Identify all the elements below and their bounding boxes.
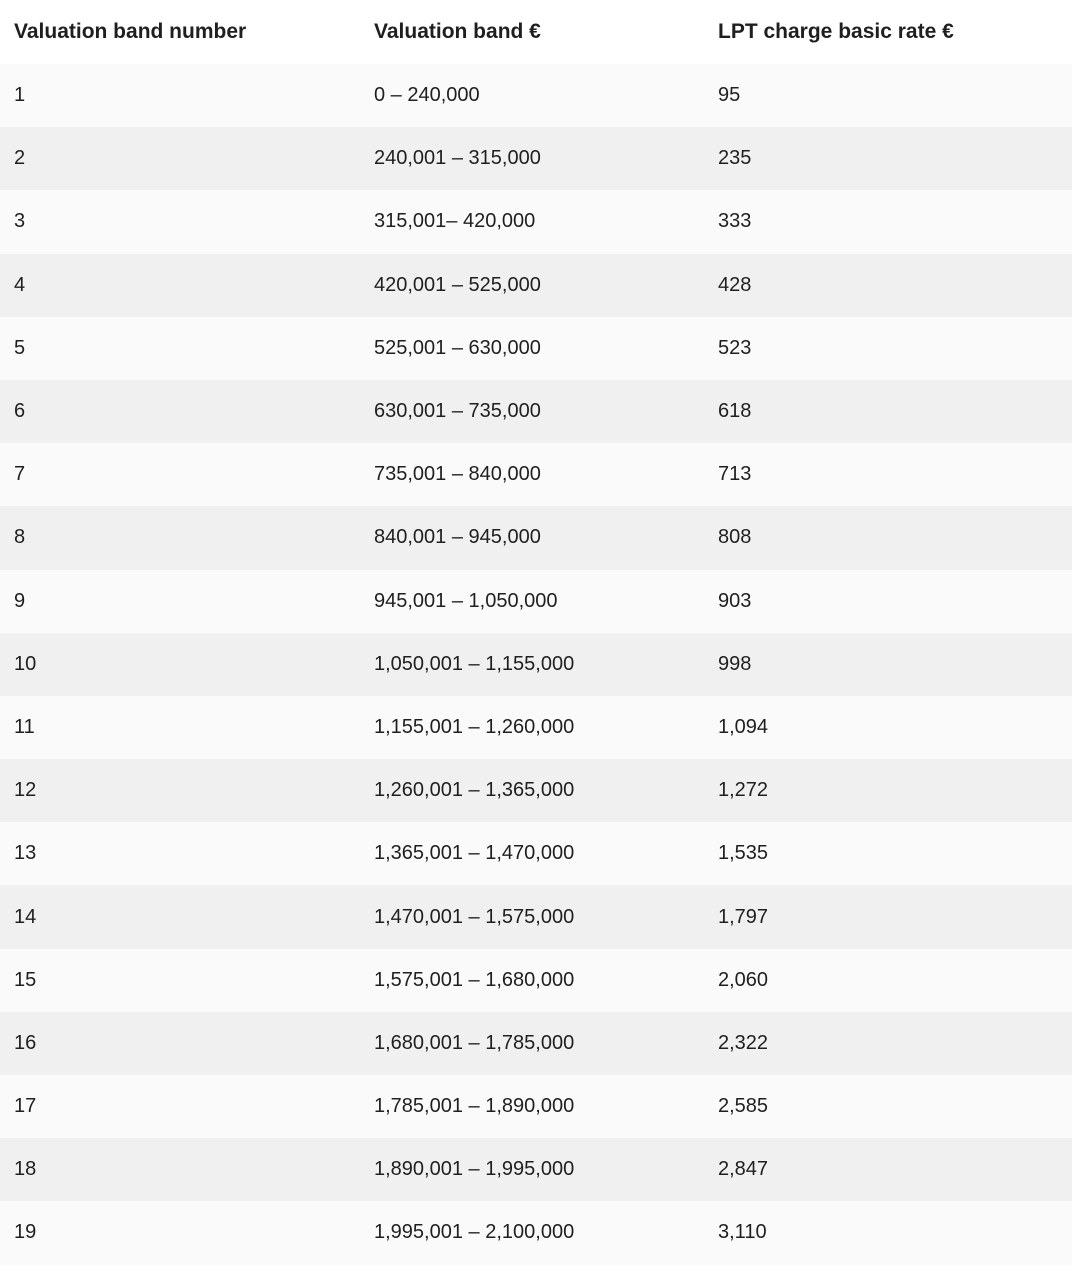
lpt-charge-cell: 2,322 [718, 1031, 769, 1054]
band-number-cell: 7 [14, 463, 26, 486]
lpt-charge-cell: 95 [718, 84, 741, 107]
band-number-cell: 17 [14, 1095, 37, 1118]
valuation-band-cell: 1,260,001 – 1,365,000 [374, 779, 575, 802]
valuation-band-cell: 945,001 – 1,050,000 [374, 589, 558, 612]
table-row [0, 190, 1072, 253]
valuation-band-cell: 1,890,001 – 1,995,000 [374, 1158, 575, 1181]
lpt-charge-cell: 1,272 [718, 779, 769, 802]
valuation-band-cell: 525,001 – 630,000 [374, 336, 541, 359]
band-number-cell: 15 [14, 968, 37, 991]
valuation-band-cell: 315,001– 420,000 [374, 210, 536, 233]
band-number-cell: 8 [14, 526, 26, 549]
band-number-cell: 18 [14, 1158, 37, 1181]
table-row [0, 759, 1072, 822]
valuation-band-cell: 1,575,001 – 1,680,000 [374, 968, 575, 991]
band-number-cell: 14 [14, 905, 37, 928]
table-row [0, 1075, 1072, 1138]
band-number-cell: 1 [14, 84, 26, 107]
table-row [0, 1012, 1072, 1075]
valuation-band-cell: 735,001 – 840,000 [374, 463, 541, 486]
table-body [0, 64, 1072, 1265]
valuation-band-cell: 1,995,001 – 2,100,000 [374, 1221, 575, 1244]
lpt-charge-cell: 1,094 [718, 715, 769, 738]
table-row [0, 443, 1072, 506]
band-number-cell: 4 [14, 273, 26, 296]
band-number-cell: 19 [14, 1221, 37, 1244]
lpt-charge-cell: 1,535 [718, 842, 769, 865]
band-number-cell: 13 [14, 842, 37, 865]
band-number-cell: 5 [14, 336, 26, 359]
lpt-charge-cell: 523 [718, 336, 752, 359]
lpt-charge-cell: 428 [718, 273, 752, 296]
valuation-band-cell: 1,155,001 – 1,260,000 [374, 715, 575, 738]
table-row [0, 127, 1072, 190]
lpt-charge-cell: 713 [718, 463, 752, 486]
valuation-band-cell: 0 – 240,000 [374, 84, 480, 107]
lpt-charge-cell: 235 [718, 147, 752, 170]
valuation-band-cell: 420,001 – 525,000 [374, 273, 541, 296]
lpt-charge-cell: 903 [718, 589, 752, 612]
band-number-cell: 2 [14, 147, 26, 170]
table-row [0, 64, 1072, 127]
table-row [0, 822, 1072, 885]
valuation-band-cell: 1,365,001 – 1,470,000 [374, 842, 575, 865]
table-row [0, 570, 1072, 633]
lpt-charge-cell: 333 [718, 210, 752, 233]
header-valuation-band: Valuation band € [374, 20, 541, 43]
table-row [0, 633, 1072, 696]
valuation-band-cell: 840,001 – 945,000 [374, 526, 541, 549]
lpt-charge-cell: 998 [718, 652, 752, 675]
valuation-band-cell: 1,050,001 – 1,155,000 [374, 652, 575, 675]
lpt-charge-cell: 618 [718, 400, 752, 423]
table-header-row [0, 0, 1072, 64]
band-number-cell: 3 [14, 210, 26, 233]
lpt-charge-cell: 2,847 [718, 1158, 769, 1181]
valuation-band-cell: 240,001 – 315,000 [374, 147, 541, 170]
header-lpt-charge: LPT charge basic rate € [718, 20, 954, 43]
valuation-band-cell: 630,001 – 735,000 [374, 400, 541, 423]
lpt-charge-cell: 808 [718, 526, 752, 549]
table-row [0, 1201, 1072, 1264]
table-row [0, 696, 1072, 759]
band-number-cell: 11 [14, 715, 35, 738]
lpt-charge-cell: 3,110 [718, 1221, 767, 1244]
lpt-charge-cell: 1,797 [718, 905, 769, 928]
table-row [0, 254, 1072, 317]
valuation-band-cell: 1,680,001 – 1,785,000 [374, 1031, 575, 1054]
band-number-cell: 9 [14, 589, 26, 612]
table-row [0, 380, 1072, 443]
table-row [0, 949, 1072, 1012]
header-band-number: Valuation band number [14, 20, 247, 43]
table-row [0, 885, 1072, 948]
band-number-cell: 16 [14, 1031, 37, 1054]
valuation-band-cell: 1,785,001 – 1,890,000 [374, 1095, 575, 1118]
table-row [0, 1138, 1072, 1201]
table-row [0, 317, 1072, 380]
band-number-cell: 12 [14, 779, 37, 802]
lpt-charge-cell: 2,585 [718, 1095, 769, 1118]
lpt-charge-cell: 2,060 [718, 968, 769, 991]
table-row [0, 506, 1072, 569]
valuation-band-cell: 1,470,001 – 1,575,000 [374, 905, 575, 928]
band-number-cell: 10 [14, 652, 37, 675]
band-number-cell: 6 [14, 400, 26, 423]
